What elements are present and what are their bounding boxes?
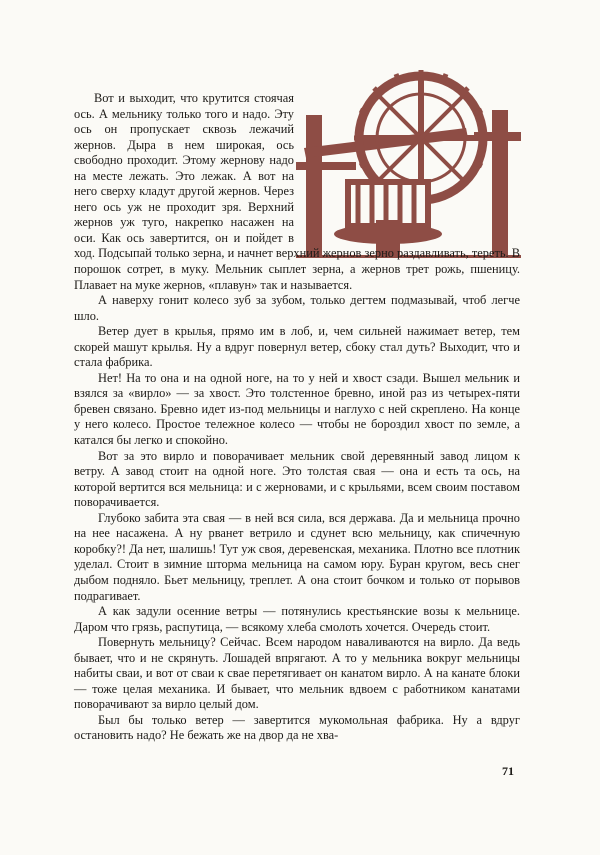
paragraph-5: Вот за это вирло и поворачивает мельник свой деревянный завод лицом к ветру. А завод стоит на одной ноге. Это толстая свая — она и есть та ось, на которой вертится вся мельница: и с жерновами, и с крыльями, всем своим поставом поворачивается. (74, 448, 520, 510)
paragraph-7: А как задули осенние ветры — потянулись крестьянские возы к мельнице. Даром что грязь, распутица, — всякому хлеба смолоть хочется. Очередь стоит. (74, 604, 520, 634)
illustration-wrap-spacer (294, 69, 520, 237)
paragraph-9: Был бы только ветер — завертится мукомольная фабрика. Ну а вдруг остановить надо? Не бежать же на двор да не хва- (74, 712, 520, 743)
paragraph-4: Нет! На то она и на одной ноге, на то у ней и хвост сзади. Вышел мельник и взялся за «вирло» — за хвост. Это толстенное бревно, иной раз из четырех-пяти бревен связано. Бревно идет из-под мельницы и наглухо с ней скреплено. На конце у него колесо. Простое тележное колесо — чтобы не бороздил хвост по земле, а катался бы легко и спокойно. (74, 370, 520, 448)
paragraph-3: Ветер дует в крылья, прямо им в лоб, и, чем сильней нажимает ветер, тем скорей машут крылья. Ну а вдруг повернул ветер, сбоку стал дуть? Выходит, что и стала фабрика. (74, 324, 520, 370)
paragraph-8: Повернуть мельницу? Сейчас. Всем народом наваливаются на вирло. Да ведь бывает, что и не скрянуть. Лошадей впрягают. А то у мельника вокруг мельницы набиты сваи, и вот от сваи к свае перетягивает он канатом вирло. А на канате блоки — тоже целая механика. И бывает, что мельник вдвоем с работником канатами поворачивают за вирло целый дом. (74, 635, 520, 712)
paragraph-2: А наверху гонит колесо зуб за зубом, только дегтем подмазывай, чтоб легче шло. (74, 293, 520, 323)
page-number: 71 (502, 764, 514, 778)
paragraph-1: Вот и выходит, что крутится стоячая ось. А мельнику только того и надо. Эту ось он пропускает сквозь лежачий жернов. Дыра в нем широкая, ось свободно проходит. Этому жернову надо на месте лежать. Это лежак. А вот на него сверху кладут другой жернов. Через него ось уж не проходит зря. Верхний жернов уж туго, накрепко насажен на оси. Как ось завертится, он и пойдет в ход. Подсыпай только зерна, и начнет верхний жернов зерно раздавливать, тереть. В порошок сотрет, в муку. Мельник сыплет зерна, а жернов трет рожь, пшеницу. Плавает на муке жернов, «плавун» так и называется. (74, 91, 520, 293)
article-text (74, 91, 520, 744)
paragraph-6: Глубоко забита эта свая — в ней вся сила, вся держава. Да и мельница прочно на нее насажена. А ну рванет ветрило и сдунет всю мельницу, как спичечную коробку?! Да нет, шалишь! Тут уж своя, деревенская, механика. Плотно все плотник уделал. Стоит в зимние шторма мельница на самом юру. Буран кругом, весь снег дыбом подняло. Бьет мельницу, треплет. А она стоит бочком и только от порывов подрагивает. (74, 510, 520, 603)
